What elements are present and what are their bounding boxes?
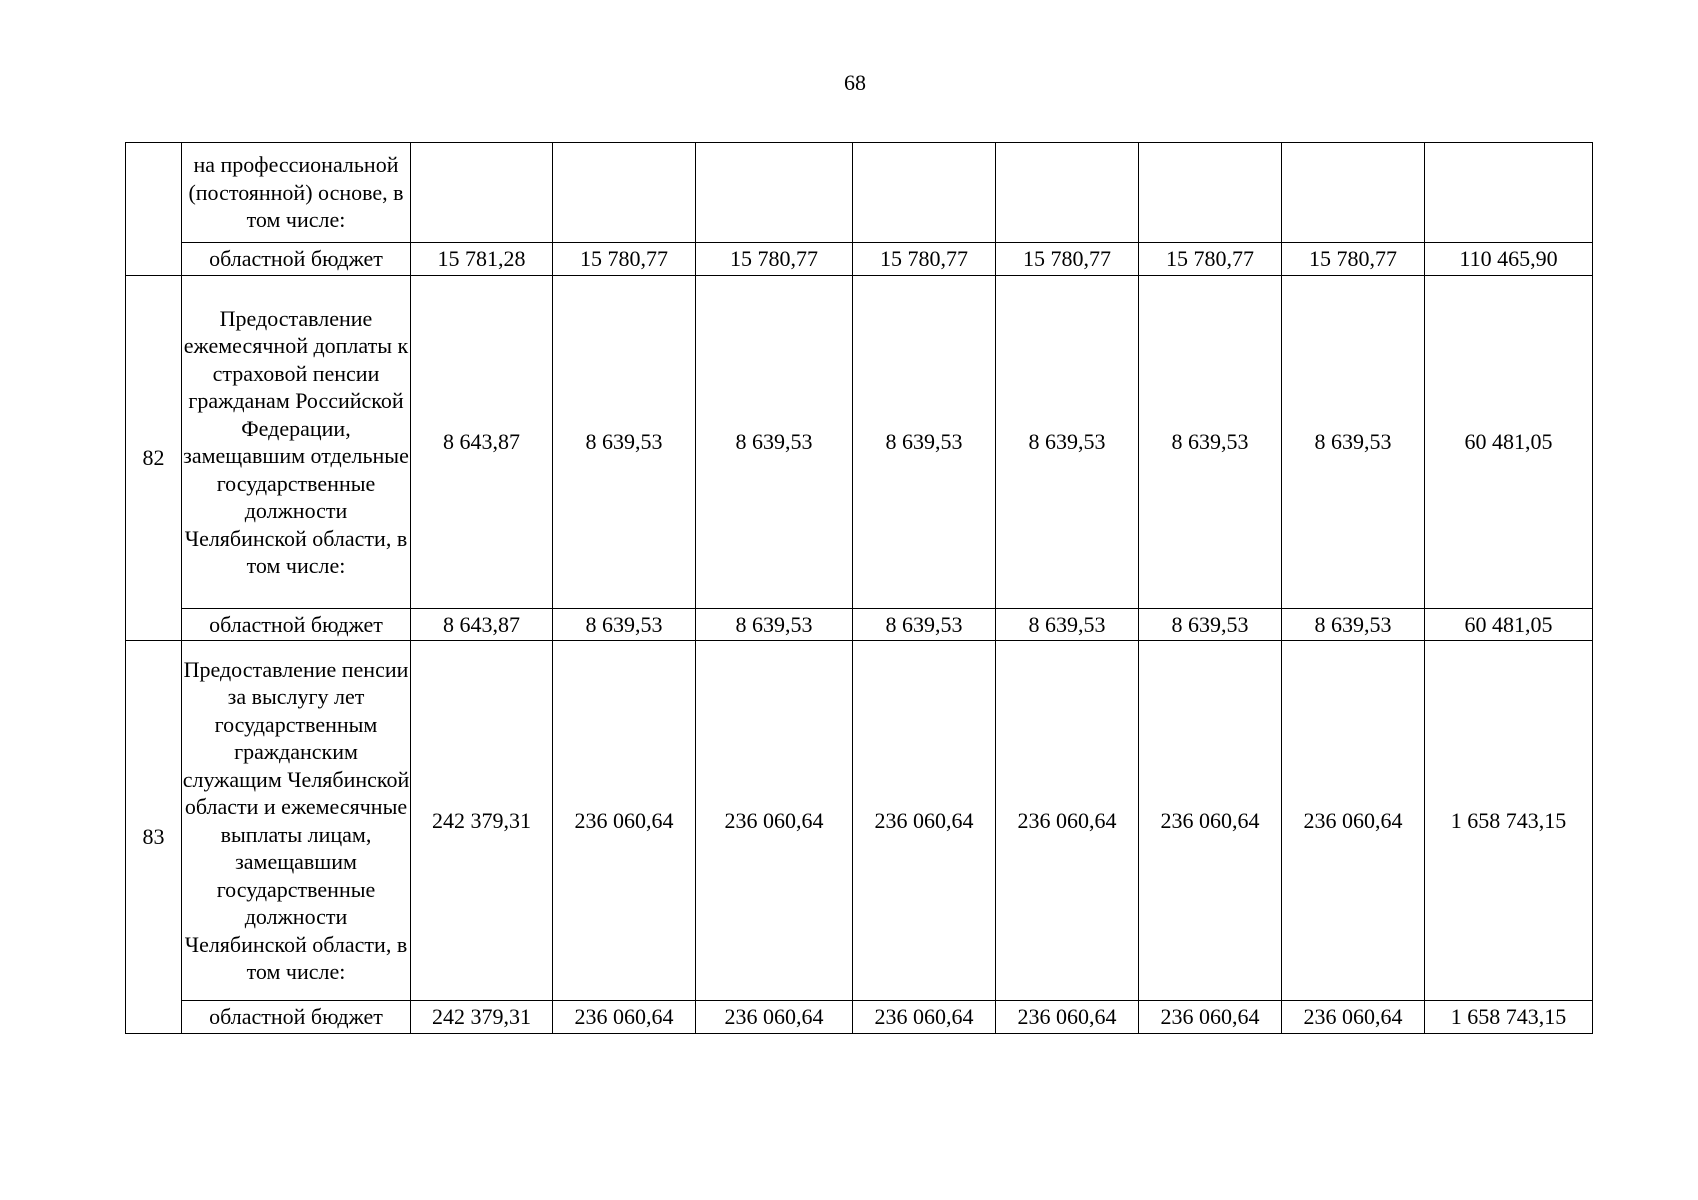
table-row <box>126 609 1593 641</box>
budget-value: 8 639,53 <box>996 609 1139 641</box>
value-cell: 236 060,64 <box>853 641 996 1001</box>
value-cell: 236 060,64 <box>996 641 1139 1001</box>
value-cell: 236 060,64 <box>553 641 696 1001</box>
budget-value: 110 465,90 <box>1425 243 1593 276</box>
budget-value: 15 780,77 <box>853 243 996 276</box>
row-description: Предоставление ежемесячной доплаты к страховой пенсии гражданам Российской Федерации, замещавшим отдельные государственные должности Челябинской области, в том числе: <box>182 276 411 609</box>
value-cell: 236 060,64 <box>1282 641 1425 1001</box>
budget-value: 8 643,87 <box>411 609 553 641</box>
table-row <box>126 276 1593 609</box>
budget-value: 242 379,31 <box>411 1001 553 1034</box>
table-row <box>126 243 1593 276</box>
budget-value: 15 780,77 <box>1282 243 1425 276</box>
table-row <box>126 1001 1593 1034</box>
budget-value: 8 639,53 <box>696 609 853 641</box>
budget-value: 60 481,05 <box>1425 609 1593 641</box>
budget-value: 8 639,53 <box>853 609 996 641</box>
budget-label: областной бюджет <box>182 1001 411 1034</box>
row-number: 83 <box>126 641 182 1034</box>
budget-value: 236 060,64 <box>553 1001 696 1034</box>
value-cell: 236 060,64 <box>696 641 853 1001</box>
row-description: Предоставление пенсии за выслугу лет государственным гражданским служащим Челябинской области и ежемесячные выплаты лицам, замещавшим государственные должности Челябинской области, в том числе: <box>182 641 411 1001</box>
budget-value: 236 060,64 <box>696 1001 853 1034</box>
value-cell <box>1425 143 1593 243</box>
value-cell: 242 379,31 <box>411 641 553 1001</box>
budget-value: 15 780,77 <box>996 243 1139 276</box>
row-number <box>126 143 182 276</box>
row-number: 82 <box>126 276 182 641</box>
budget-label: областной бюджет <box>182 609 411 641</box>
budget-value: 15 781,28 <box>411 243 553 276</box>
budget-value: 236 060,64 <box>1282 1001 1425 1034</box>
value-cell: 8 643,87 <box>411 276 553 609</box>
table-row <box>126 641 1593 1001</box>
value-cell <box>411 143 553 243</box>
value-cell <box>1282 143 1425 243</box>
budget-value: 236 060,64 <box>996 1001 1139 1034</box>
value-cell: 8 639,53 <box>853 276 996 609</box>
budget-value: 8 639,53 <box>553 609 696 641</box>
value-cell: 8 639,53 <box>553 276 696 609</box>
value-cell: 8 639,53 <box>1282 276 1425 609</box>
budget-value: 236 060,64 <box>1139 1001 1282 1034</box>
value-cell <box>553 143 696 243</box>
value-cell: 1 658 743,15 <box>1425 641 1593 1001</box>
budget-table <box>125 142 1593 1034</box>
table-row <box>126 143 1593 243</box>
budget-value: 15 780,77 <box>1139 243 1282 276</box>
value-cell: 60 481,05 <box>1425 276 1593 609</box>
value-cell <box>996 143 1139 243</box>
budget-value: 236 060,64 <box>853 1001 996 1034</box>
value-cell: 8 639,53 <box>1139 276 1282 609</box>
value-cell: 236 060,64 <box>1139 641 1282 1001</box>
value-cell: 8 639,53 <box>696 276 853 609</box>
budget-value: 1 658 743,15 <box>1425 1001 1593 1034</box>
budget-value: 8 639,53 <box>1282 609 1425 641</box>
value-cell: 8 639,53 <box>996 276 1139 609</box>
row-description: на профессиональной (постоянной) основе, в том числе: <box>182 143 411 243</box>
budget-value: 15 780,77 <box>696 243 853 276</box>
page-number: 68 <box>844 70 866 95</box>
budget-value: 8 639,53 <box>1139 609 1282 641</box>
budget-value: 15 780,77 <box>553 243 696 276</box>
value-cell <box>1139 143 1282 243</box>
budget-label: областной бюджет <box>182 243 411 276</box>
value-cell <box>853 143 996 243</box>
value-cell <box>696 143 853 243</box>
